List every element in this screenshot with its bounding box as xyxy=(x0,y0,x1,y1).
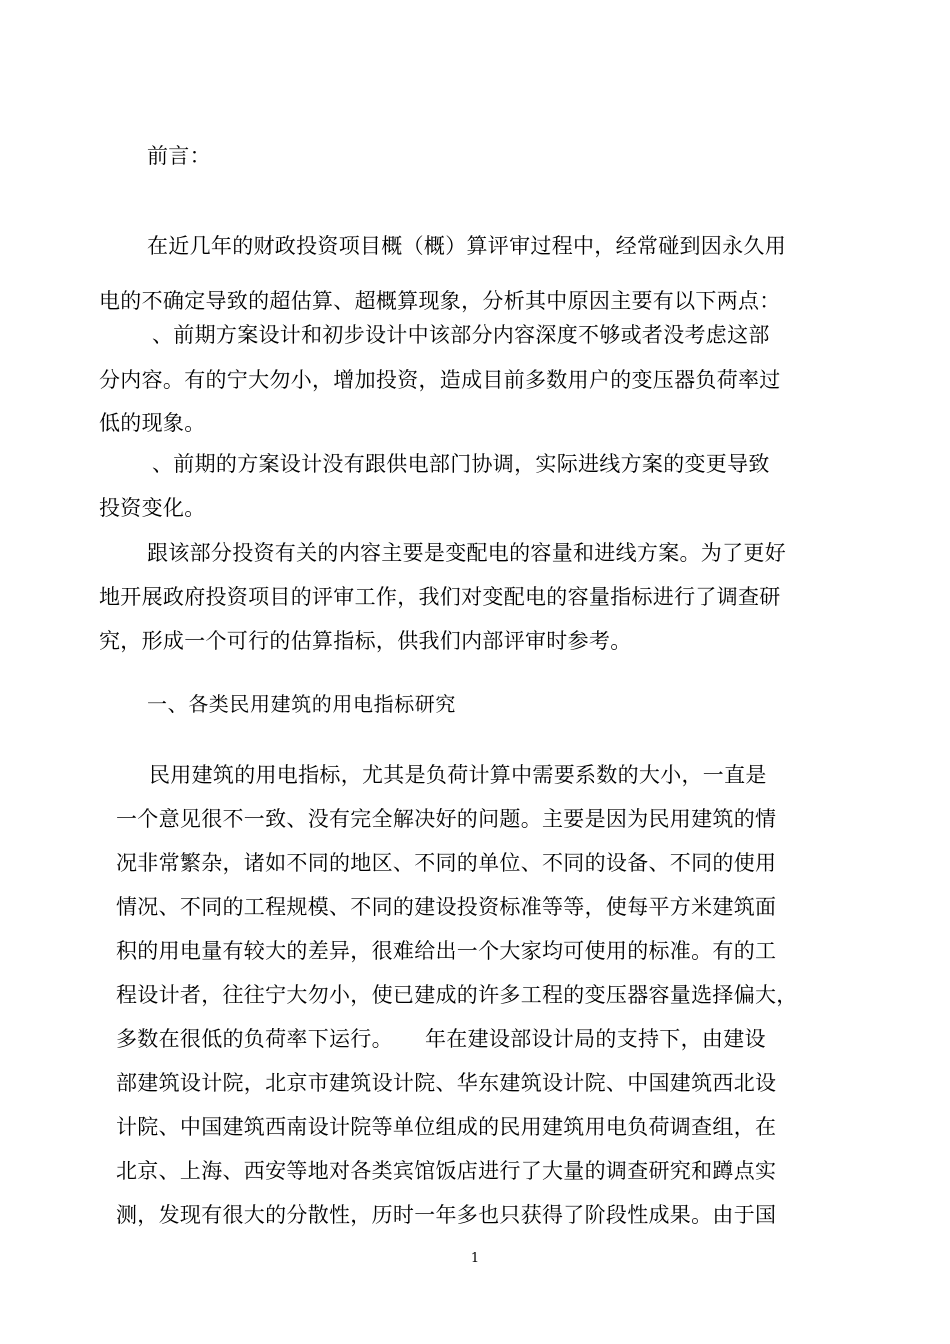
section-line-2: 一个意见很不一致、没有完全解决好的问题。主要是因为民用建筑的情 xyxy=(116,807,777,831)
section-line-7: 多数在很低的负荷率下运行。 年在建设部设计局的支持下，由建设 xyxy=(116,1027,766,1051)
paragraph-4-line-3: 究，形成一个可行的估算指标，供我们内部评审时参考。 xyxy=(99,629,632,653)
section-line-5: 积的用电量有较大的差异，很难给出一个大家均可使用的标准。有的工 xyxy=(116,939,777,963)
preface-title: 前言： xyxy=(147,144,211,168)
paragraph-1-line-2: 电的不确定导致的超估算、超概算现象，分析其中原因主要有以下两点： xyxy=(99,289,781,313)
section-line-8: 部建筑设计院，北京市建筑设计院、华东建筑设计院、中国建筑西北设 xyxy=(116,1071,777,1095)
section-line-10: 北京、上海、西安等地对各类宾馆饭店进行了大量的调查研究和蹲点实 xyxy=(116,1159,777,1183)
section-line-9: 计院、中国建筑西南设计院等单位组成的民用建筑用电负荷调查组，在 xyxy=(116,1115,777,1139)
paragraph-3-line-1: 、前期的方案设计没有跟供电部门协调，实际进线方案的变更导致 xyxy=(152,452,770,476)
section-line-6: 程设计者，往往宁大勿小，使已建成的许多工程的变压器容量选择偏大， xyxy=(116,983,798,1007)
paragraph-2-line-2: 分内容。有的宁大勿小，增加投资，造成目前多数用户的变压器负荷率过 xyxy=(99,368,781,392)
paragraph-2-line-1: 、前期方案设计和初步设计中该部分内容深度不够或者没考虑这部 xyxy=(152,323,770,347)
section-heading: 一、各类民用建筑的用电指标研究 xyxy=(147,692,456,716)
section-line-1: 民用建筑的用电指标，尤其是负荷计算中需要系数的大小，一直是 xyxy=(149,763,767,787)
paragraph-4-line-1: 跟该部分投资有关的内容主要是变配电的容量和进线方案。为了更好 xyxy=(147,541,786,565)
paragraph-4-line-2: 地开展政府投资项目的评审工作，我们对变配电的容量指标进行了调查研 xyxy=(99,585,781,609)
paragraph-3-line-2: 投资变化。 xyxy=(99,496,206,520)
paragraph-1-line-1: 在近几年的财政投资项目概（概）算评审过程中，经常碰到因永久用 xyxy=(147,234,786,258)
paragraph-2-line-3: 低的现象。 xyxy=(99,411,206,435)
section-line-4: 情况、不同的工程规模、不同的建设投资标准等等，使每平方米建筑面 xyxy=(116,895,777,919)
section-line-3: 况非常繁杂，诸如不同的地区、不同的单位、不同的设备、不同的使用 xyxy=(116,851,777,875)
section-line-11: 测，发现有很大的分散性，历时一年多也只获得了阶段性成果。由于国 xyxy=(116,1203,777,1227)
page-number: 1 xyxy=(470,1251,480,1266)
